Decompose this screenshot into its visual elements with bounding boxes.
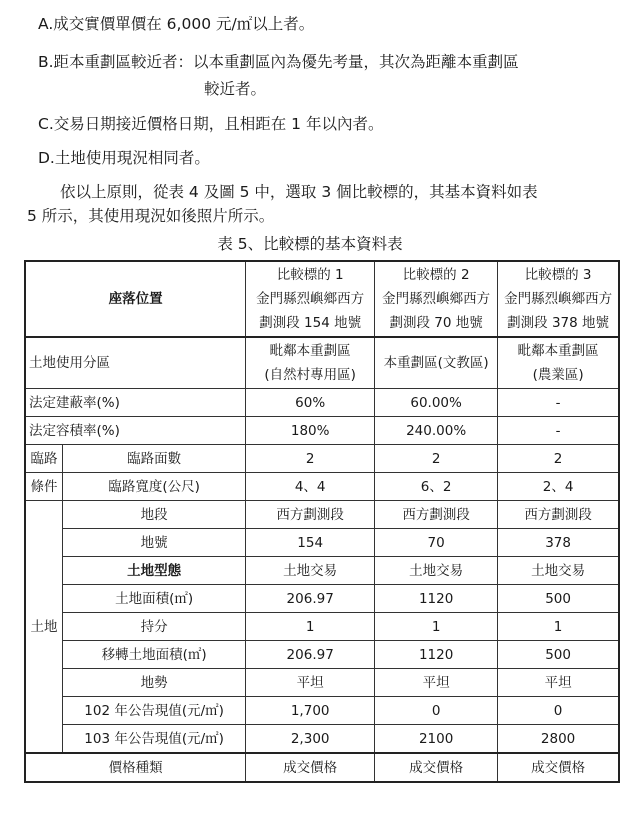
land-row-label: 持分 [62,613,245,641]
zoning-value: 毗鄰本重劃區 (農業區) [498,337,619,389]
land-value: 206.97 [246,585,375,613]
criterion-b: B.距本重劃區較近者：以本重劃區內為優先考量，其次為距離本重劃區 [38,53,519,71]
criterion-d: D.土地使用現況相同者。 [38,149,210,167]
land-value: 2100 [375,725,498,754]
criterion-a: A.成交實價單價在 6,000 元/㎡以上者。 [38,15,315,33]
table-row [25,557,619,585]
zoning-value: 本重劃區(文教區) [375,337,498,389]
land-value: 1 [498,613,619,641]
zoning-value: 毗鄰本重劃區 (自然村專用區) [246,337,375,389]
coverage-value: 60.00% [375,389,498,417]
location-label: 座落位置 [25,261,246,337]
table-row [25,641,619,669]
land-value: 1,700 [246,697,375,725]
road-width-value: 2、4 [498,473,619,501]
frontage-value: 2 [498,445,619,473]
table-row [25,417,619,445]
land-value: 1 [375,613,498,641]
table-caption: 表 5、比較標的基本資料表 [217,235,403,253]
coverage-label: 法定建蔽率(%) [25,389,246,417]
far-value: - [498,417,619,445]
zoning-label: 土地使用分區 [25,337,246,389]
table-row [25,725,619,754]
land-value: 平坦 [246,669,375,697]
land-row-label: 地號 [62,529,245,557]
table-row [25,585,619,613]
land-value: 土地交易 [246,557,375,585]
price-type-label: 價格種類 [25,753,246,782]
table-row [25,753,619,782]
road-group-label: 臨路 [25,445,62,473]
land-group-label: 土地 [25,501,62,754]
land-value: 1120 [375,641,498,669]
land-value: 500 [498,585,619,613]
land-value: 2,300 [246,725,375,754]
table-row [25,389,619,417]
land-value: 土地交易 [498,557,619,585]
price-type-value: 成交價格 [375,753,498,782]
land-value: 206.97 [246,641,375,669]
land-value: 平坦 [375,669,498,697]
intro-line-1: 依以上原則，從表 4 及圖 5 中，選取 3 個比較標的，其基本資料如表 [60,183,538,201]
land-value: 西方劃測段 [246,501,375,529]
table-row [25,669,619,697]
land-row-label: 地勢 [62,669,245,697]
table-row [25,473,619,501]
land-value: 0 [375,697,498,725]
criterion-c: C.交易日期接近價格日期，且相距在 1 年以內者。 [38,115,384,133]
land-value: 西方劃測段 [375,501,498,529]
land-row-label: 土地型態 [62,557,245,585]
price-type-value: 成交價格 [498,753,619,782]
frontage-value: 2 [375,445,498,473]
frontage-value: 2 [246,445,375,473]
road-width-value: 4、4 [246,473,375,501]
land-value: 0 [498,697,619,725]
table-row [25,261,619,337]
land-value: 平坦 [498,669,619,697]
subject-3-header: 比較標的 3 金門縣烈嶼鄉西方 劃測段 378 地號 [498,261,619,337]
road-width-value: 6、2 [375,473,498,501]
table-row [25,501,619,529]
land-value: 500 [498,641,619,669]
table-row [25,337,619,389]
land-value: 2800 [498,725,619,754]
land-value: 土地交易 [375,557,498,585]
subject-2-header: 比較標的 2 金門縣烈嶼鄉西方 劃測段 70 地號 [375,261,498,337]
table-row [25,613,619,641]
land-value: 154 [246,529,375,557]
criterion-b-continued: 較近者。 [204,80,267,98]
land-row-label: 102 年公告現值(元/㎡) [62,697,245,725]
land-value: 西方劃測段 [498,501,619,529]
land-row-label: 移轉土地面積(㎡) [62,641,245,669]
table-row [25,697,619,725]
road-width-label: 臨路寬度(公尺) [62,473,245,501]
land-row-label: 地段 [62,501,245,529]
far-value: 180% [246,417,375,445]
land-row-label: 103 年公告現值(元/㎡) [62,725,245,754]
land-value: 70 [375,529,498,557]
table-row [25,529,619,557]
far-value: 240.00% [375,417,498,445]
land-value: 1 [246,613,375,641]
land-value: 378 [498,529,619,557]
table-row [25,445,619,473]
subject-1-header: 比較標的 1 金門縣烈嶼鄉西方 劃測段 154 地號 [246,261,375,337]
far-label: 法定容積率(%) [25,417,246,445]
intro-line-2: 5 所示，其使用現況如後照片所示。 [27,207,275,225]
road-group-label: 條件 [25,473,62,501]
land-value: 1120 [375,585,498,613]
coverage-value: 60% [246,389,375,417]
coverage-value: - [498,389,619,417]
frontage-label: 臨路面數 [62,445,245,473]
land-row-label: 土地面積(㎡) [62,585,245,613]
price-type-value: 成交價格 [246,753,375,782]
comparables-table [24,260,620,783]
